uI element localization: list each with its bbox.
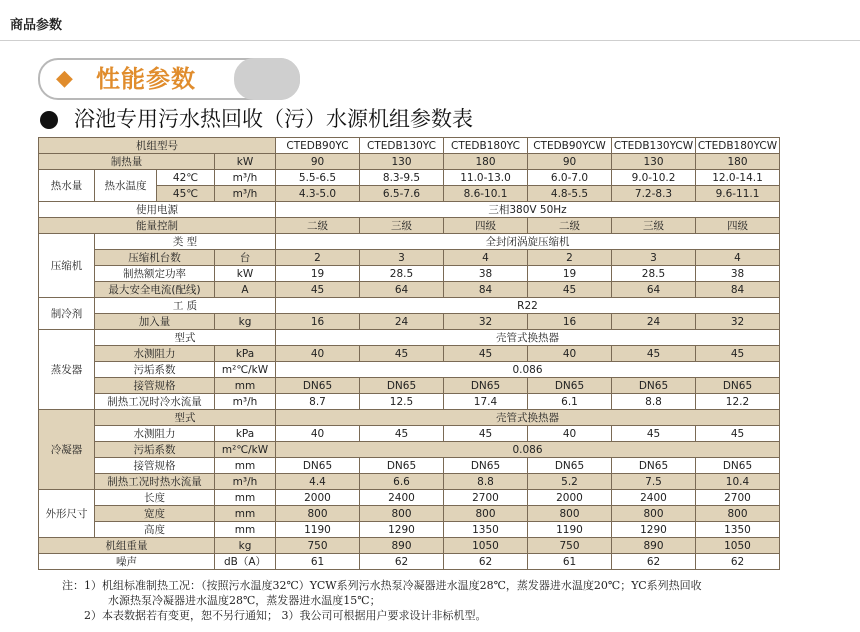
value-cell: 62	[612, 554, 696, 570]
row-label: 机组型号	[39, 138, 276, 154]
value-cell: 16	[528, 314, 612, 330]
value-cell: 0.086	[276, 442, 780, 458]
row-label: 类 型	[95, 234, 276, 250]
table-row	[39, 330, 780, 346]
value-cell: 40	[276, 426, 360, 442]
value-cell: 二级	[276, 218, 360, 234]
value-cell: 9.0-10.2	[612, 170, 696, 186]
value-cell: 61	[528, 554, 612, 570]
unit-cell: mm	[215, 490, 276, 506]
group-label: 热水量	[39, 170, 95, 202]
row-label: 制热工况时热水流量	[95, 474, 215, 490]
row-label: 制热量	[39, 154, 215, 170]
footnotes	[62, 578, 702, 623]
row-label: 接管规格	[95, 458, 215, 474]
model-row	[39, 138, 780, 154]
value-cell: 4.4	[276, 474, 360, 490]
unit-cell: mm	[215, 378, 276, 394]
value-cell: 5.5-6.5	[276, 170, 360, 186]
note-line: 水源热泵冷凝器进水温度28℃，蒸发器进水温度15℃；	[108, 594, 381, 607]
value-cell: DN65	[276, 458, 360, 474]
value-cell: 45	[528, 282, 612, 298]
value-cell: 1190	[528, 522, 612, 538]
value-cell: 6.0-7.0	[528, 170, 612, 186]
table-row	[39, 490, 780, 506]
value-cell: DN65	[612, 458, 696, 474]
value-cell: 2400	[360, 490, 444, 506]
value-cell: 45	[612, 346, 696, 362]
value-cell: 800	[696, 506, 780, 522]
value-cell: DN65	[528, 458, 612, 474]
value-cell: 130	[612, 154, 696, 170]
note-line: 注：1）机组标准制热工况：（按照污水温度32℃）YCW系列污水热泵冷凝器进水温度28℃，蒸发器进水温度20℃；YC系列热回收	[62, 579, 702, 592]
value-cell: 1350	[444, 522, 528, 538]
page-title: 商品参数	[10, 18, 63, 33]
row-label: 制热工况时冷水流量	[95, 394, 215, 410]
value-cell: 8.8	[612, 394, 696, 410]
row-label: 水测阻力	[95, 346, 215, 362]
value-cell: 二级	[528, 218, 612, 234]
value-cell: 7.2-8.3	[612, 186, 696, 202]
value-cell: 7.5	[612, 474, 696, 490]
spec-table-body	[39, 138, 780, 570]
table-row	[39, 378, 780, 394]
table-row	[39, 282, 780, 298]
value-cell: 45	[360, 426, 444, 442]
value-cell: DN65	[612, 378, 696, 394]
row-label: 加入量	[95, 314, 215, 330]
value-cell: 19	[528, 266, 612, 282]
value-cell: 750	[276, 538, 360, 554]
unit-cell: A	[215, 282, 276, 298]
row-label: 工 质	[95, 298, 276, 314]
page-header	[0, 0, 860, 41]
value-cell: 1350	[696, 522, 780, 538]
value-cell: 64	[360, 282, 444, 298]
table-row	[39, 266, 780, 282]
row-label: 噪声	[39, 554, 215, 570]
value-cell: 800	[276, 506, 360, 522]
table-row	[39, 522, 780, 538]
value-cell: 11.0-13.0	[444, 170, 528, 186]
unit-cell: m³/h	[215, 170, 276, 186]
value-cell: 6.6	[360, 474, 444, 490]
group-label: 压缩机	[39, 234, 95, 298]
value-cell: DN65	[360, 378, 444, 394]
value-cell: 12.5	[360, 394, 444, 410]
table-row	[39, 314, 780, 330]
value-cell: DN65	[276, 378, 360, 394]
value-cell: 1050	[696, 538, 780, 554]
unit-cell: mm	[215, 458, 276, 474]
value-cell: 28.5	[360, 266, 444, 282]
value-cell: 4	[696, 250, 780, 266]
value-cell: 38	[444, 266, 528, 282]
value-cell: 90	[528, 154, 612, 170]
value-cell: 38	[696, 266, 780, 282]
group-label: 外形尺寸	[39, 490, 95, 538]
value-cell: 1050	[444, 538, 528, 554]
table-title: 浴池专用污水热回收（污）水源机组参数表	[74, 107, 473, 131]
table-row	[39, 442, 780, 458]
value-cell: 四级	[444, 218, 528, 234]
value-cell: 四级	[696, 218, 780, 234]
value-cell: 17.4	[444, 394, 528, 410]
unit-cell: mm	[215, 522, 276, 538]
value-cell: 180	[444, 154, 528, 170]
value-cell: 8.3-9.5	[360, 170, 444, 186]
row-label: 最大安全电流(配线)	[95, 282, 215, 298]
value-cell: 10.4	[696, 474, 780, 490]
value-cell: 12.2	[696, 394, 780, 410]
table-row	[39, 506, 780, 522]
value-cell: 890	[612, 538, 696, 554]
unit-cell: m²℃/kW	[215, 442, 276, 458]
value-cell: 32	[444, 314, 528, 330]
value-cell: DN65	[444, 378, 528, 394]
value-cell: CTEDB180YC	[444, 138, 528, 154]
unit-cell: kPa	[215, 426, 276, 442]
row-label: 压缩机台数	[95, 250, 215, 266]
table-row	[39, 538, 780, 554]
group-label: 蒸发器	[39, 330, 95, 410]
value-cell: 24	[360, 314, 444, 330]
table-row	[39, 474, 780, 490]
value-cell: 40	[528, 426, 612, 442]
section-banner	[38, 58, 300, 100]
value-cell: 6.1	[528, 394, 612, 410]
value-cell: 45	[696, 346, 780, 362]
table-row	[39, 250, 780, 266]
value-cell: 84	[696, 282, 780, 298]
table-row	[39, 346, 780, 362]
table-row	[39, 298, 780, 314]
note-line: 2）本表数据若有变更，恕不另行通知； 3）我公司可根据用户要求设计非标机型。	[84, 609, 487, 622]
value-cell: 12.0-14.1	[696, 170, 780, 186]
value-cell: DN65	[444, 458, 528, 474]
value-cell: 45	[696, 426, 780, 442]
value-cell: 61	[276, 554, 360, 570]
value-cell: CTEDB130YC	[360, 138, 444, 154]
value-cell: 6.5-7.6	[360, 186, 444, 202]
row-label: 污垢系数	[95, 442, 215, 458]
unit-cell: dB（A）	[215, 554, 276, 570]
value-cell: 1290	[360, 522, 444, 538]
value-cell: 45	[444, 426, 528, 442]
row-label: 制热额定功率	[95, 266, 215, 282]
row-label: 水测阻力	[95, 426, 215, 442]
value-cell: 0.086	[276, 362, 780, 378]
value-cell: 1290	[612, 522, 696, 538]
banner-decoration	[234, 58, 300, 100]
row-label: 热水温度	[95, 170, 157, 202]
value-cell: 9.6-11.1	[696, 186, 780, 202]
value-cell: DN65	[696, 378, 780, 394]
value-cell: 45	[360, 346, 444, 362]
value-cell: CTEDB130YCW	[612, 138, 696, 154]
row-label: 型式	[95, 410, 276, 426]
row-label: 机组重量	[39, 538, 215, 554]
row-label: 接管规格	[95, 378, 215, 394]
table-row	[39, 362, 780, 378]
row-label: 能量控制	[39, 218, 276, 234]
unit-cell: kW	[215, 154, 276, 170]
row-label: 型式	[95, 330, 276, 346]
value-cell: 8.7	[276, 394, 360, 410]
unit-cell: kW	[215, 266, 276, 282]
value-cell: 三级	[360, 218, 444, 234]
value-cell: CTEDB90YC	[276, 138, 360, 154]
row-label: 42℃	[157, 170, 215, 186]
row-label: 使用电源	[39, 202, 276, 218]
unit-cell: m³/h	[215, 474, 276, 490]
unit-cell: mm	[215, 506, 276, 522]
value-cell: 2	[528, 250, 612, 266]
value-cell: 2700	[696, 490, 780, 506]
diamond-icon: ◆	[56, 66, 73, 91]
value-cell: 2400	[612, 490, 696, 506]
value-cell: 8.8	[444, 474, 528, 490]
spec-table	[38, 137, 780, 570]
value-cell: DN65	[528, 378, 612, 394]
row-label: 高度	[95, 522, 215, 538]
value-cell: 32	[696, 314, 780, 330]
table-row	[39, 554, 780, 570]
value-cell: 64	[612, 282, 696, 298]
value-cell: 壳管式换热器	[276, 410, 780, 426]
row-label: 污垢系数	[95, 362, 215, 378]
table-row	[39, 426, 780, 442]
value-cell: 750	[528, 538, 612, 554]
value-cell: 壳管式换热器	[276, 330, 780, 346]
value-cell: 62	[360, 554, 444, 570]
unit-cell: m³/h	[215, 394, 276, 410]
table-row	[39, 394, 780, 410]
value-cell: 三级	[612, 218, 696, 234]
value-cell: 4.8-5.5	[528, 186, 612, 202]
value-cell: 800	[528, 506, 612, 522]
value-cell: 890	[360, 538, 444, 554]
value-cell: CTEDB180YCW	[696, 138, 780, 154]
table-row	[39, 154, 780, 170]
unit-cell: kg	[215, 538, 276, 554]
table-row	[39, 458, 780, 474]
value-cell: DN65	[696, 458, 780, 474]
table-row	[39, 234, 780, 250]
unit-cell: kg	[215, 314, 276, 330]
value-cell: DN65	[360, 458, 444, 474]
row-label: 45℃	[157, 186, 215, 202]
value-cell: 8.6-10.1	[444, 186, 528, 202]
value-cell: 5.2	[528, 474, 612, 490]
table-row	[39, 410, 780, 426]
group-label: 冷凝器	[39, 410, 95, 490]
value-cell: 2700	[444, 490, 528, 506]
bullet-icon	[40, 111, 58, 129]
unit-cell: m²℃/kW	[215, 362, 276, 378]
row-label: 宽度	[95, 506, 215, 522]
value-cell: 40	[528, 346, 612, 362]
table-row	[39, 170, 780, 186]
value-cell: 180	[696, 154, 780, 170]
value-cell: 3	[612, 250, 696, 266]
value-cell: 2000	[276, 490, 360, 506]
value-cell: 45	[612, 426, 696, 442]
value-cell: 三相380V 50Hz	[276, 202, 780, 218]
value-cell: 2	[276, 250, 360, 266]
value-cell: 1190	[276, 522, 360, 538]
value-cell: 3	[360, 250, 444, 266]
value-cell: 4	[444, 250, 528, 266]
value-cell: 800	[612, 506, 696, 522]
table-row	[39, 218, 780, 234]
value-cell: 130	[360, 154, 444, 170]
group-label: 制冷剂	[39, 298, 95, 330]
value-cell: 4.3-5.0	[276, 186, 360, 202]
value-cell: 24	[612, 314, 696, 330]
value-cell: 800	[444, 506, 528, 522]
value-cell: 全封闭涡旋压缩机	[276, 234, 780, 250]
value-cell: CTEDB90YCW	[528, 138, 612, 154]
value-cell: 16	[276, 314, 360, 330]
unit-cell: 台	[215, 250, 276, 266]
value-cell: 62	[696, 554, 780, 570]
value-cell: 90	[276, 154, 360, 170]
value-cell: 2000	[528, 490, 612, 506]
value-cell: 19	[276, 266, 360, 282]
row-label: 长度	[95, 490, 215, 506]
value-cell: 800	[360, 506, 444, 522]
value-cell: 40	[276, 346, 360, 362]
value-cell: 45	[444, 346, 528, 362]
table-row	[39, 202, 780, 218]
section-title: 性能参数	[96, 65, 196, 93]
value-cell: 62	[444, 554, 528, 570]
value-cell: 45	[276, 282, 360, 298]
value-cell: 28.5	[612, 266, 696, 282]
unit-cell: m³/h	[215, 186, 276, 202]
value-cell: R22	[276, 298, 780, 314]
value-cell: 84	[444, 282, 528, 298]
unit-cell: kPa	[215, 346, 276, 362]
